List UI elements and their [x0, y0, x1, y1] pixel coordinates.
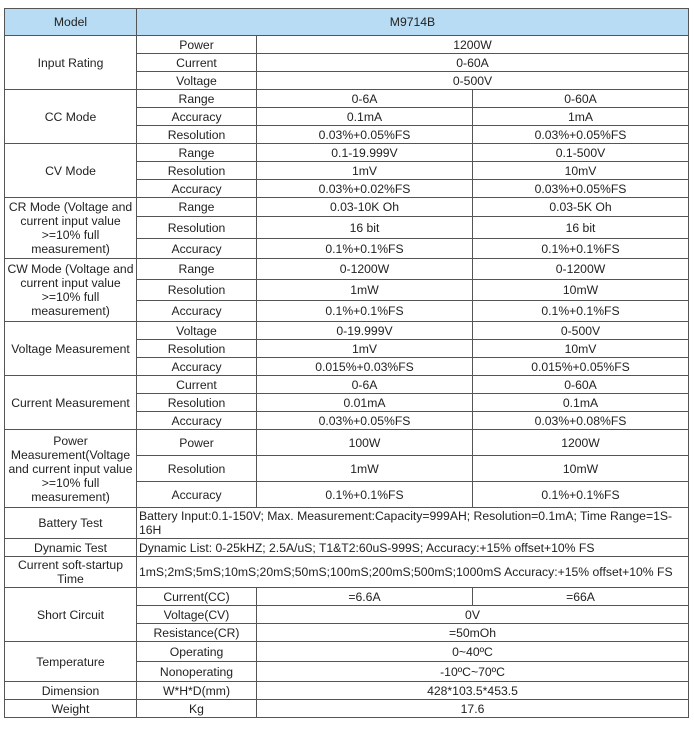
- high-range-value: 10mV: [473, 340, 689, 358]
- low-range-value: 100W: [257, 430, 473, 456]
- low-range-value: 0.03%+0.02%FS: [257, 180, 473, 198]
- low-range-value: 0.015%+0.03%FS: [257, 358, 473, 376]
- param-label: Power: [137, 36, 257, 54]
- low-range-value: 0.1%+0.1%FS: [257, 301, 473, 322]
- table-row: [5, 259, 689, 280]
- low-range-value: 0.1%+0.1%FS: [257, 239, 473, 259]
- param-label: Accuracy: [137, 301, 257, 322]
- high-range-value: 0.03%+0.08%FS: [473, 412, 689, 430]
- param-label: Current: [137, 54, 257, 72]
- param-label: Voltage: [137, 322, 257, 340]
- short-circuit-title: Short Circuit: [5, 588, 137, 642]
- param-label: Resolution: [137, 340, 257, 358]
- high-range-value: 1200W: [473, 430, 689, 456]
- param-value: -10ºC~70ºC: [257, 662, 689, 682]
- param-label: Accuracy: [137, 412, 257, 430]
- table-row: [5, 90, 689, 108]
- dynamic-test-title: Dynamic Test: [5, 539, 137, 557]
- weight-unit: Kg: [137, 700, 257, 718]
- high-range-value: 0.1mA: [473, 394, 689, 412]
- low-range-value: 0.1%+0.1%FS: [257, 482, 473, 508]
- param-label: Current: [137, 376, 257, 394]
- table-row: [5, 144, 689, 162]
- cr-mode-title: CR Mode (Voltage and current input value >=10% full measurement): [5, 198, 137, 259]
- temperature-title: Temperature: [5, 642, 137, 682]
- param-label: Accuracy: [137, 180, 257, 198]
- low-range-value: 1mV: [257, 340, 473, 358]
- cc-mode-title: CC Mode: [5, 90, 137, 144]
- soft-startup-value: 1mS;2mS;5mS;10mS;20mS;50mS;100mS;200mS;500mS;1000mS Accuracy:+15% offset+10% FS: [137, 557, 689, 588]
- table-row: [5, 539, 689, 557]
- param-label: Resolution: [137, 456, 257, 482]
- low-range-value: 0.01mA: [257, 394, 473, 412]
- battery-test-title: Battery Test: [5, 508, 137, 539]
- model-label: Model: [5, 9, 137, 36]
- low-range-value: 0-19.999V: [257, 322, 473, 340]
- table-row: [5, 198, 689, 217]
- low-range-value: 1mW: [257, 280, 473, 301]
- param-label: Range: [137, 259, 257, 280]
- high-range-value: 0-60A: [473, 90, 689, 108]
- table-row: [5, 642, 689, 662]
- param-label: Resolution: [137, 394, 257, 412]
- high-range-value: 0-500V: [473, 322, 689, 340]
- table-row: [5, 700, 689, 718]
- param-label: Accuracy: [137, 239, 257, 259]
- table-row: [5, 508, 689, 539]
- param-label: Voltage: [137, 72, 257, 90]
- param-label: Range: [137, 198, 257, 217]
- current-measurement-title: Current Measurement: [5, 376, 137, 430]
- high-range-value: 10mV: [473, 162, 689, 180]
- dimension-value: 428*103.5*453.5: [257, 682, 689, 700]
- param-label: Resistance(CR): [137, 624, 257, 642]
- low-range-value: 16 bit: [257, 217, 473, 239]
- high-range-value: 0.03%+0.05%FS: [473, 126, 689, 144]
- param-value: 0~40ºC: [257, 642, 689, 662]
- cv-mode-title: CV Mode: [5, 144, 137, 198]
- high-range-value: 0.015%+0.05%FS: [473, 358, 689, 376]
- high-range-value: 0.1%+0.1%FS: [473, 301, 689, 322]
- param-value: 1200W: [257, 36, 689, 54]
- table-row: [5, 376, 689, 394]
- param-label: Resolution: [137, 280, 257, 301]
- table-row: [5, 588, 689, 606]
- high-range-value: 16 bit: [473, 217, 689, 239]
- low-range-value: 0-6A: [257, 376, 473, 394]
- table-row: [5, 322, 689, 340]
- param-value: 0V: [257, 606, 689, 624]
- param-label: Accuracy: [137, 108, 257, 126]
- soft-startup-title: Current soft-startup Time: [5, 557, 137, 588]
- param-label: Resolution: [137, 162, 257, 180]
- low-range-value: =6.6A: [257, 588, 473, 606]
- weight-label: Weight: [5, 700, 137, 718]
- param-label: Range: [137, 144, 257, 162]
- low-range-value: 0.1-19.999V: [257, 144, 473, 162]
- param-label: Nonoperating: [137, 662, 257, 682]
- table-row: [5, 36, 689, 54]
- high-range-value: 10mW: [473, 280, 689, 301]
- low-range-value: 1mW: [257, 456, 473, 482]
- battery-test-value: Battery Input:0.1-150V; Max. Measurement:Capacity=999AH; Resolution=0.1mA; Time Range=1S-16H: [137, 508, 689, 539]
- low-range-value: 1mV: [257, 162, 473, 180]
- high-range-value: 1mA: [473, 108, 689, 126]
- table-row: [5, 682, 689, 700]
- power-measurement-title: Power Measurement(Voltage and current input value >=10% full measurement): [5, 430, 137, 508]
- high-range-value: 10mW: [473, 456, 689, 482]
- param-label: Range: [137, 90, 257, 108]
- input-rating-title: Input Rating: [5, 36, 137, 90]
- low-range-value: 0.03%+0.05%FS: [257, 126, 473, 144]
- dimension-label: Dimension: [5, 682, 137, 700]
- param-value: =50mOh: [257, 624, 689, 642]
- low-range-value: 0.1mA: [257, 108, 473, 126]
- high-range-value: 0-60A: [473, 376, 689, 394]
- model-value: M9714B: [137, 9, 689, 36]
- param-label: Current(CC): [137, 588, 257, 606]
- high-range-value: 0-1200W: [473, 259, 689, 280]
- high-range-value: 0.1%+0.1%FS: [473, 482, 689, 508]
- high-range-value: 0.03-5K Oh: [473, 198, 689, 217]
- param-label: Operating: [137, 642, 257, 662]
- high-range-value: 0.03%+0.05%FS: [473, 180, 689, 198]
- high-range-value: =66A: [473, 588, 689, 606]
- low-range-value: 0-6A: [257, 90, 473, 108]
- param-label: Resolution: [137, 217, 257, 239]
- param-value: 0-500V: [257, 72, 689, 90]
- spec-table: [4, 8, 689, 718]
- table-row: [5, 557, 689, 588]
- param-label: Accuracy: [137, 358, 257, 376]
- low-range-value: 0.03-10K Oh: [257, 198, 473, 217]
- weight-value: 17.6: [257, 700, 689, 718]
- param-label: Accuracy: [137, 482, 257, 508]
- cw-mode-title: CW Mode (Voltage and current input value >=10% full measurement): [5, 259, 137, 322]
- dynamic-test-value: Dynamic List: 0-25kHZ; 2.5A/uS; T1&T2:60uS-999S; Accuracy:+15% offset+10% FS: [137, 539, 689, 557]
- high-range-value: 0.1-500V: [473, 144, 689, 162]
- param-value: 0-60A: [257, 54, 689, 72]
- low-range-value: 0-1200W: [257, 259, 473, 280]
- voltage-measurement-title: Voltage Measurement: [5, 322, 137, 376]
- low-range-value: 0.03%+0.05%FS: [257, 412, 473, 430]
- param-label: Voltage(CV): [137, 606, 257, 624]
- table-row: [5, 430, 689, 456]
- param-label: Resolution: [137, 126, 257, 144]
- dimension-unit: W*H*D(mm): [137, 682, 257, 700]
- header-row: [5, 9, 689, 36]
- param-label: Power: [137, 430, 257, 456]
- high-range-value: 0.1%+0.1%FS: [473, 239, 689, 259]
